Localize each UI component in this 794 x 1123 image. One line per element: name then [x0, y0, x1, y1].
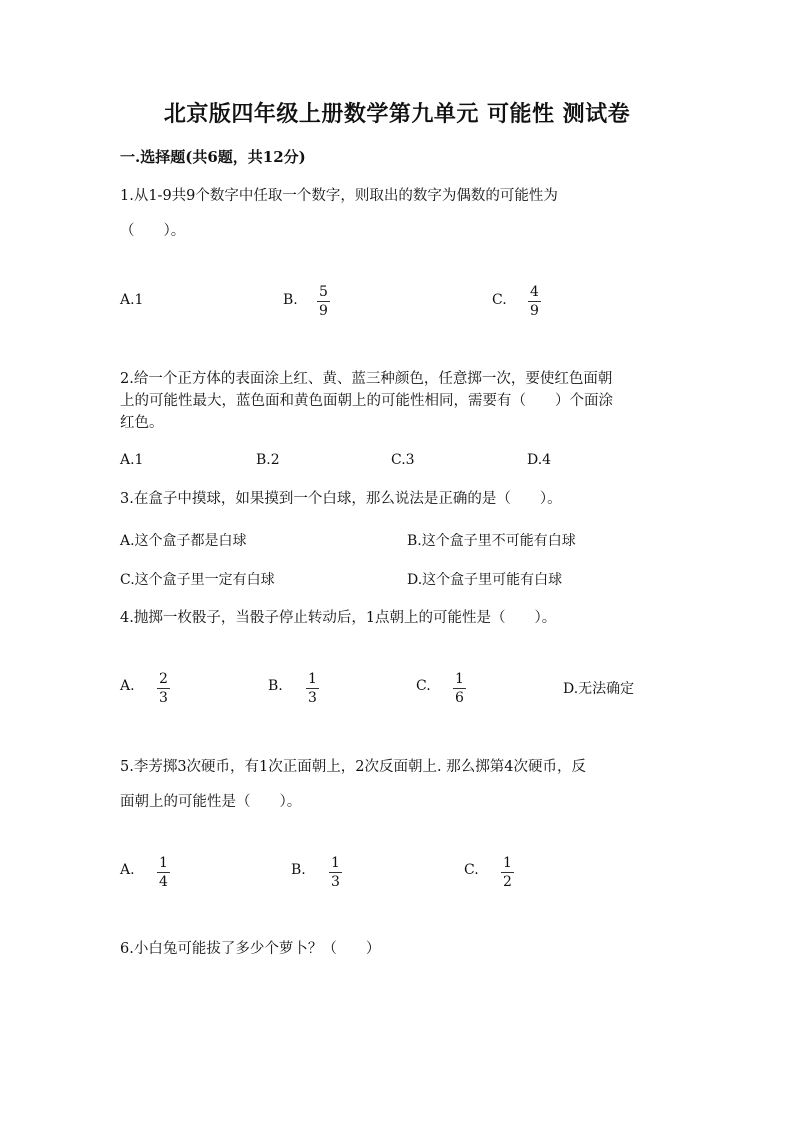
q2-option-d: D.4	[527, 452, 552, 468]
fraction-numerator: 1	[331, 855, 340, 871]
fraction-numerator: 5	[319, 284, 328, 300]
q3-option-a: A.这个盒子都是白球	[120, 533, 247, 549]
page-title: 北京版四年级上册数学第九单元 可能性 测试卷	[163, 101, 631, 127]
question-1-text: 1.从1-9共9个数字中任取一个数字，则取出的数字为偶数的可能性为	[120, 188, 558, 204]
question-3-text: 3.在盒子中摸球，如果摸到一个白球，那么说法是正确的是（ ）。	[120, 491, 562, 507]
q5-option-b-fraction	[329, 855, 342, 890]
q2-option-c: C.3	[391, 452, 415, 468]
fraction-numerator: 4	[530, 284, 539, 300]
fraction-numerator: 1	[455, 671, 464, 687]
q4-option-d: D.无法确定	[563, 681, 635, 697]
q1-option-b-fraction	[317, 284, 330, 319]
q4-option-a-fraction	[157, 671, 170, 706]
question-6-text: 6.小白兔可能拔了多少个萝卜？（ ）	[120, 941, 381, 957]
q1-option-b-label: B.	[283, 292, 298, 308]
q4-option-c-label: C.	[416, 678, 431, 694]
fraction-bar	[157, 872, 170, 873]
fraction-bar	[306, 688, 319, 689]
fraction-bar	[329, 872, 342, 873]
q1-option-c-label: C.	[492, 292, 507, 308]
question-5-text-line2: 面朝上的可能性是（ ）。	[120, 794, 302, 810]
q5-option-a-label: A.	[120, 862, 135, 878]
fraction-denominator: 9	[530, 303, 539, 319]
q1-option-c-fraction	[528, 284, 541, 319]
fraction-denominator: 3	[159, 690, 168, 706]
question-2-text-line3: 红色。	[120, 415, 164, 431]
question-2-text-line1: 2.给一个正方体的表面涂上红、黄、蓝三种颜色，任意掷一次，要使红色面朝	[120, 371, 613, 387]
q3-option-b: B.这个盒子里不可能有白球	[407, 533, 576, 549]
fraction-denominator: 6	[455, 690, 464, 706]
q4-option-c-fraction	[453, 671, 466, 706]
fraction-bar	[453, 688, 466, 689]
fraction-denominator: 9	[319, 303, 328, 319]
fraction-denominator: 3	[308, 690, 317, 706]
fraction-bar	[157, 688, 170, 689]
q3-option-c: C.这个盒子里一定有白球	[120, 572, 275, 588]
q1-option-a: A.1	[120, 292, 144, 308]
q4-option-a-label: A.	[120, 678, 135, 694]
question-1-blank: （ ）。	[120, 223, 186, 239]
q5-option-b-label: B.	[291, 862, 306, 878]
fraction-numerator: 1	[308, 671, 317, 687]
q2-option-a: A.1	[120, 452, 144, 468]
q4-option-b-label: B.	[268, 678, 283, 694]
fraction-bar	[528, 301, 541, 302]
q4-option-b-fraction	[306, 671, 319, 706]
q5-option-c-label: C.	[464, 862, 479, 878]
question-5-text-line1: 5.李芳掷3次硬币，有1次正面朝上，2次反面朝上. 那么掷第4次硬币，反	[120, 759, 586, 775]
q2-option-b: B.2	[256, 452, 280, 468]
question-4-text: 4.抛掷一枚骰子，当骰子停止转动后，1点朝上的可能性是（ ）。	[120, 610, 557, 626]
question-2-text-line2: 上的可能性最大，蓝色面和黄色面朝上的可能性相同，需要有（ ）个面涂	[120, 393, 613, 409]
fraction-denominator: 4	[159, 874, 168, 890]
section-heading: 一.选择题(共6题，共12分)	[120, 148, 306, 166]
fraction-numerator: 2	[159, 671, 168, 687]
fraction-bar	[317, 301, 330, 302]
q5-option-c-fraction	[501, 855, 514, 890]
q3-option-d: D.这个盒子里可能有白球	[407, 572, 563, 588]
fraction-numerator: 1	[503, 855, 512, 871]
q5-option-a-fraction	[157, 855, 170, 890]
fraction-denominator: 2	[503, 874, 512, 890]
fraction-bar	[501, 872, 514, 873]
fraction-numerator: 1	[159, 855, 168, 871]
fraction-denominator: 3	[331, 874, 340, 890]
